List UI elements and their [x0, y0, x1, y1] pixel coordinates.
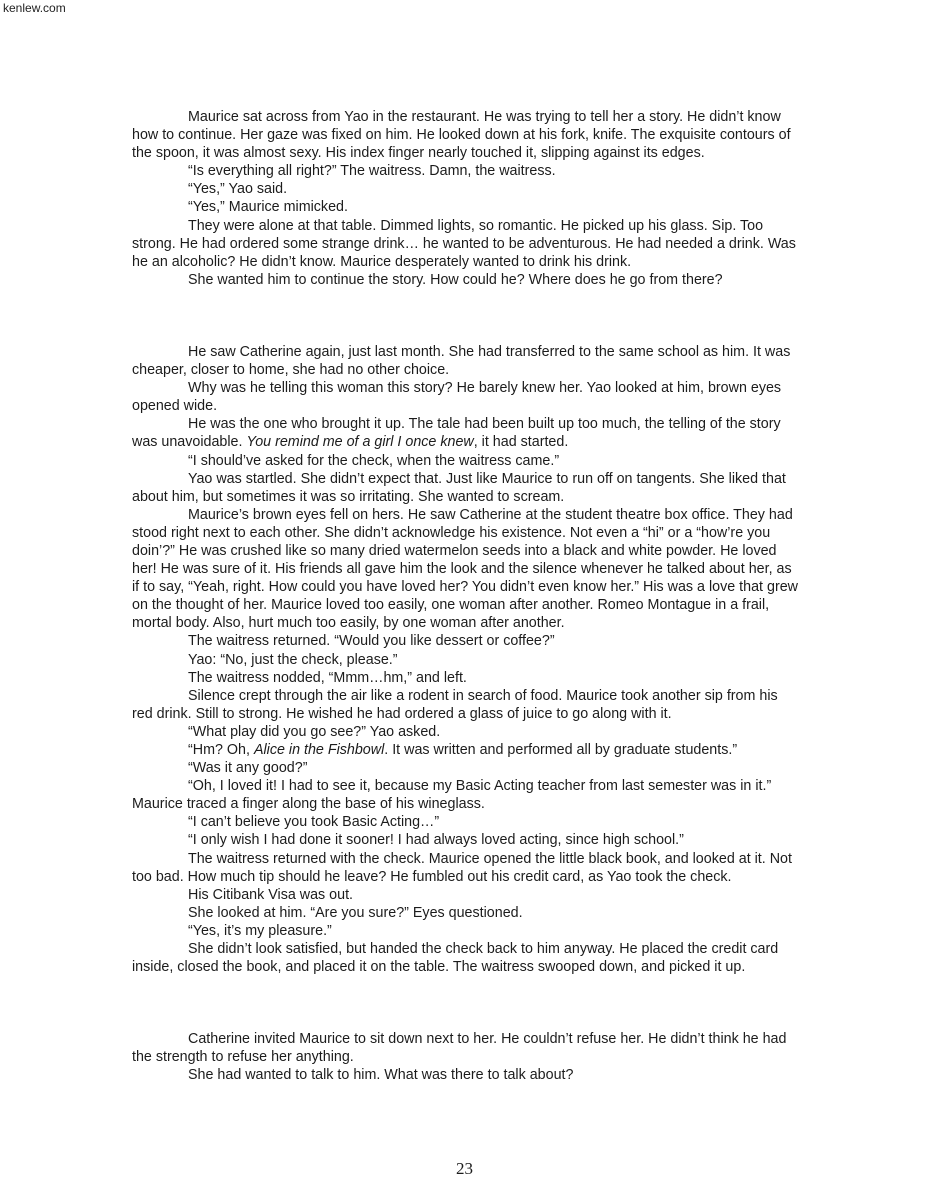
- text-run: She didn’t look satisfied, but handed the check back to him anyway. He placed the credit card inside, closed the book, and placed it on the table. The waitress swooped down, and picked it up.: [132, 941, 779, 976]
- text-run: Maurice sat across from Yao in the restaurant. He was trying to tell her a story. He didn’t know how to continue. Her gaze was fixed on him. He looked down at his fork, knife. The exquisite contours of the spoon, it was almost sexy. His index finger nearly touched it, slipping against its edges.: [132, 109, 791, 162]
- paragraph: [132, 940, 802, 976]
- text-run: The waitress nodded, “Mmm…hm,” and left.: [188, 669, 467, 686]
- text-run: She looked at him. “Are you sure?” Eyes questioned.: [188, 904, 523, 921]
- paragraph: [132, 452, 802, 470]
- paragraph: [132, 1030, 802, 1066]
- paragraph: [132, 379, 802, 415]
- paragraph: [132, 217, 802, 271]
- text-run: “Is everything all right?” The waitress. Damn, the waitress.: [188, 163, 556, 180]
- paragraph: [132, 632, 802, 650]
- text-run: The waitress returned with the check. Maurice opened the little black book, and looked at it. Not too bad. How much tip should he leave? He fumbled out his credit card, as Yao took the check.: [132, 850, 792, 885]
- paragraph: [132, 922, 802, 940]
- text-run: His Citibank Visa was out.: [188, 886, 354, 903]
- section-break: [132, 976, 802, 1030]
- text-run: “Yes,” Yao said.: [188, 181, 288, 198]
- text-run: Maurice’s brown eyes fell on hers. He saw Catherine at the student theatre box office. They had stood right next to each other. She didn’t acknowledge his existence. Not even a “hi” or a “how’re you doin’?” He was crushed like so many dried watermelon seeds into a black and white powder. He loved her! He was sure of it. His friends all gave him the look and the silence whenever he talked about her, as if to say, “Yeah, right. How could you have loved her? You didn’t even know her.” His was a love that grew on the thought of her. Maurice loved too easily, one woman after another. Romeo Montague in a frail, mortal body. Also, hurt much too easily, by one woman after another.: [132, 506, 798, 632]
- page-body: [132, 108, 802, 1085]
- paragraph: [132, 470, 802, 506]
- text-run: She had wanted to talk to him. What was there to talk about?: [188, 1067, 574, 1084]
- paragraph: [132, 198, 802, 216]
- paragraph: [132, 904, 802, 922]
- paragraph: [132, 180, 802, 198]
- text-run: . It was written and performed all by graduate students.”: [384, 742, 738, 758]
- text-run: Silence crept through the air like a rodent in search of food. Maurice took another sip from his red drink. Still to strong. He wished he had ordered a glass of juice to go along with it.: [132, 687, 778, 722]
- watermark: kenlew.com: [3, 1, 66, 15]
- paragraph: [132, 759, 802, 777]
- paragraph: [132, 723, 802, 741]
- text-run: Catherine invited Maurice to sit down next to her. He couldn’t refuse her. He didn’t think he had the strength to refuse her anything.: [132, 1031, 787, 1066]
- paragraph: [132, 651, 802, 669]
- text-run: “Hm? Oh,: [188, 742, 254, 758]
- text-run: “Yes,” Maurice mimicked.: [188, 199, 348, 216]
- text-run: They were alone at that table. Dimmed lights, so romantic. He picked up his glass. Sip. Too strong. He had ordered some strange drink… he wanted to be adventurous. He had needed a drink. Was he an alcoholic? He didn’t know. Maurice desperately wanted to drink his drink.: [132, 217, 796, 270]
- paragraph: [132, 506, 802, 633]
- text-run: She wanted him to continue the story. How could he? Where does he go from there?: [188, 271, 723, 288]
- paragraph: [132, 850, 802, 886]
- text-run: Why was he telling this woman this story? He barely knew her. Yao looked at him, brown eyes opened wide.: [132, 380, 782, 415]
- italic-title: Alice in the Fishbowl: [253, 742, 385, 758]
- text-run: “I only wish I had done it sooner! I had always loved acting, since high school.”: [188, 832, 684, 849]
- paragraph: [132, 669, 802, 687]
- paragraph: [132, 162, 802, 180]
- paragraph: [132, 741, 802, 759]
- text-run: “What play did you go see?” Yao asked.: [188, 723, 441, 740]
- text-run: The waitress returned. “Would you like dessert or coffee?”: [188, 633, 555, 650]
- text-run: “Oh, I loved it! I had to see it, because my Basic Acting teacher from last semester was in it.” Maurice traced a finger along the base of his wineglass.: [132, 778, 772, 813]
- text-run: “I should’ve asked for the check, when the waitress came.”: [188, 452, 560, 469]
- text-run: He was the one who brought it up. The tale had been built up too much, the telling of the story was unavoidable.: [132, 416, 781, 451]
- paragraph: [132, 108, 802, 162]
- paragraph: [132, 777, 802, 813]
- paragraph: [132, 886, 802, 904]
- paragraph: [132, 831, 802, 849]
- text-run: “Was it any good?”: [188, 760, 308, 777]
- text-run: Yao: “No, just the check, please.”: [188, 651, 398, 668]
- paragraph: [132, 687, 802, 723]
- italic-title: You remind me of a girl I once knew: [246, 434, 474, 451]
- text-run: He saw Catherine again, just last month. She had transferred to the same school as him. It was cheaper, closer to home, she had no other choice.: [132, 343, 791, 379]
- paragraph: [132, 343, 802, 379]
- text-run: “I can’t believe you took Basic Acting…”: [188, 814, 440, 831]
- paragraph: [132, 271, 802, 289]
- page-number: 23: [456, 1159, 473, 1178]
- section-break: [132, 289, 802, 343]
- text-run: “Yes, it’s my pleasure.”: [188, 922, 332, 939]
- text-run: , it had started.: [473, 434, 569, 451]
- paragraph: [132, 415, 802, 451]
- text-run: Yao was startled. She didn’t expect that. Just like Maurice to run off on tangents. She liked that about him, but sometimes it was so irritating. She wanted to scream.: [132, 470, 786, 505]
- paragraph: [132, 813, 802, 831]
- paragraph: [132, 1066, 802, 1084]
